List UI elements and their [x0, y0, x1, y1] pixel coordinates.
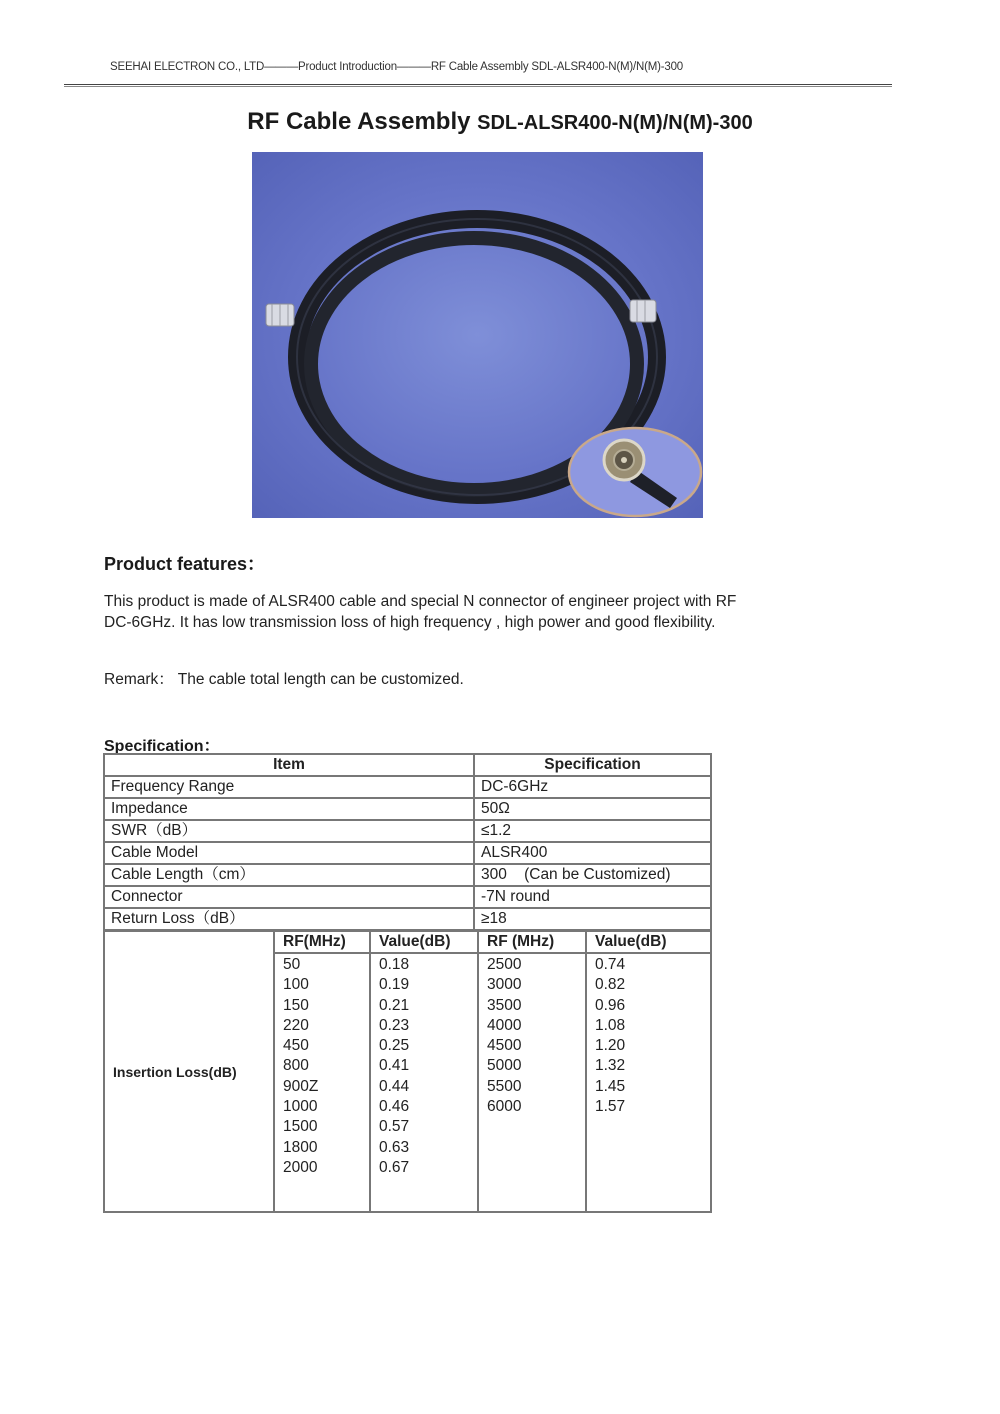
spec-value: 50Ω — [474, 798, 711, 820]
list-value: 0.18 — [379, 956, 410, 973]
list-value: 150 — [283, 996, 309, 1014]
spec-item: Return Loss（dB） — [104, 908, 474, 930]
features-description — [104, 591, 844, 633]
spec-row — [104, 820, 711, 842]
list-value: 3000 — [487, 976, 522, 994]
right-connector-icon — [630, 300, 656, 322]
spec-item: Cable Length（cm） — [104, 864, 474, 886]
value-header-left: Value(dB) — [370, 931, 478, 953]
list-value: 4000 — [487, 1016, 522, 1034]
list-value: 0.82 — [595, 976, 626, 994]
spec-value: 300 (Can be Customized) — [474, 864, 711, 886]
list-value: 0.46 — [379, 1098, 410, 1116]
insertion-loss-table — [103, 930, 712, 1213]
spec-value: DC-6GHz — [474, 776, 711, 798]
spec-row — [104, 864, 711, 886]
list-value: 100 — [283, 976, 309, 994]
specification-table — [103, 753, 712, 931]
list-value: 0.21 — [379, 996, 410, 1014]
list-value: 0.67 — [379, 1158, 410, 1176]
spec-row — [104, 886, 711, 908]
list-value: 0.23 — [379, 1016, 410, 1034]
rf-header-right: RF (MHz) — [478, 931, 586, 953]
features-heading: Product features： — [104, 554, 266, 574]
rf-list-right — [478, 953, 586, 1212]
features-line-1: This product is made of ALSR400 cable and special N connector of engineer project with RF — [104, 593, 737, 610]
list-value: 1.57 — [595, 1098, 626, 1116]
list-value: 5500 — [487, 1077, 522, 1095]
list-value: 900Z — [283, 1077, 319, 1095]
spec-item: SWR（dB） — [104, 820, 474, 842]
list-value: 1800 — [283, 1138, 318, 1156]
list-value: 1.45 — [595, 1077, 626, 1095]
list-value: 2000 — [283, 1158, 318, 1176]
insertion-loss-header-row — [104, 931, 711, 953]
list-value: 220 — [283, 1016, 309, 1034]
rf-list-left — [274, 953, 370, 1212]
list-value: 0.63 — [379, 1138, 410, 1156]
running-header: SEEHAI ELECTRON CO., LTD———Product Introduction———RF Cable Assembly SDL-ALSR400-N(M)/N(M)-300 — [110, 61, 683, 73]
list-value: 5000 — [487, 1057, 522, 1075]
spec-value: -7N round — [474, 886, 711, 908]
list-value: 0.19 — [379, 976, 410, 994]
list-value: 50 — [283, 956, 301, 973]
features-line-2: DC-6GHz. It has low transmission loss of high frequency , high power and good flexibility. — [104, 614, 716, 631]
list-value: 6000 — [487, 1098, 522, 1116]
spec-column-item: Item — [104, 754, 474, 776]
list-value: 800 — [283, 1057, 309, 1075]
list-value: 3500 — [487, 996, 522, 1014]
left-connector-icon — [266, 304, 294, 326]
list-value: 0.57 — [379, 1118, 410, 1136]
list-value: 4500 — [487, 1037, 522, 1055]
list-value: 0.74 — [595, 956, 626, 973]
title-prefix: RF Cable Assembly — [247, 108, 478, 135]
product-photo — [252, 152, 703, 518]
spec-row — [104, 798, 711, 820]
spec-row — [104, 776, 711, 798]
list-value: 1.20 — [595, 1037, 626, 1055]
header-divider — [64, 84, 892, 87]
spec-item: Cable Model — [104, 842, 474, 864]
spec-column-specification: Specification — [474, 754, 711, 776]
value-header-right: Value(dB) — [586, 931, 711, 953]
list-value: 1.32 — [595, 1057, 626, 1075]
list-value: 450 — [283, 1037, 309, 1055]
list-value: 0.25 — [379, 1037, 410, 1055]
spec-value: ≤1.2 — [474, 820, 711, 842]
insertion-loss-label: Insertion Loss(dB) — [104, 931, 274, 1212]
value-list-left — [370, 953, 478, 1212]
spec-item: Impedance — [104, 798, 474, 820]
cable-illustration — [252, 152, 703, 518]
spec-header-row — [104, 754, 711, 776]
page-title — [0, 108, 1000, 136]
spec-row — [104, 908, 711, 930]
spec-item: Connector — [104, 886, 474, 908]
spec-value: ≥18 — [474, 908, 711, 930]
list-value: 1000 — [283, 1098, 318, 1116]
title-model: SDL-ALSR400-N(M)/N(M)-300 — [477, 112, 753, 134]
specification-heading: Specification： — [104, 738, 220, 755]
list-value: 1500 — [283, 1118, 318, 1136]
spec-row — [104, 842, 711, 864]
connector-inset-icon — [569, 428, 701, 516]
remark-text: Remark： The cable total length can be customized. — [104, 671, 464, 688]
spec-value: ALSR400 — [474, 842, 711, 864]
list-value: 2500 — [487, 956, 522, 973]
list-value: 0.96 — [595, 996, 626, 1014]
list-value: 0.41 — [379, 1057, 410, 1075]
list-value: 1.08 — [595, 1016, 626, 1034]
value-list-right — [586, 953, 711, 1212]
rf-header-left: RF(MHz) — [274, 931, 370, 953]
list-value: 0.44 — [379, 1077, 410, 1095]
spec-item: Frequency Range — [104, 776, 474, 798]
